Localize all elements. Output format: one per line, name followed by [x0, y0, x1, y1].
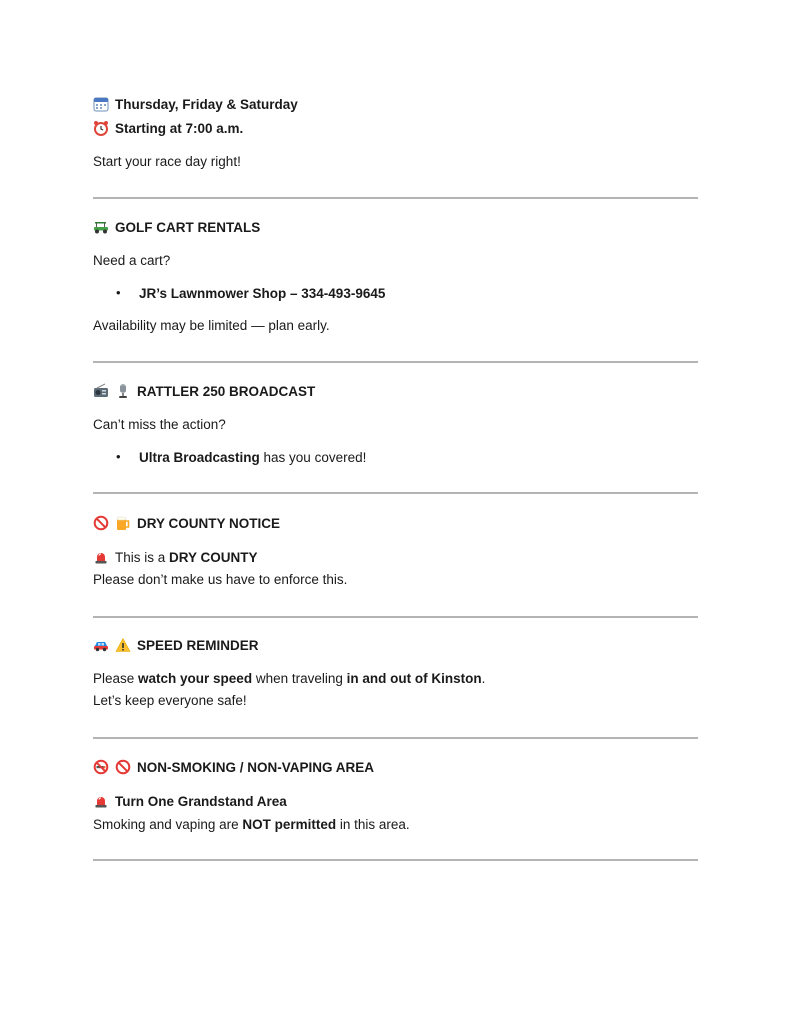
warning-icon [115, 637, 131, 653]
broadcast-intro: Can’t miss the action? [93, 417, 226, 432]
speed-line1: Please watch your speed when traveling in and out of Kinston. [93, 671, 486, 686]
bullet: • [116, 285, 121, 300]
no-smoking-icon [93, 759, 109, 775]
divider [93, 361, 698, 363]
smoking-heading: NON-SMOKING / NON-VAPING AREA [93, 759, 374, 777]
golf-cart-vendor: JR’s Lawnmower Shop – 334-493-9645 [139, 286, 386, 301]
schedule-tagline: Start your race day right! [93, 154, 241, 169]
radio-icon [93, 383, 109, 399]
smoking-rule: Smoking and vaping are NOT permitted in this area. [93, 817, 410, 832]
schedule-days: Thursday, Friday & Saturday [93, 96, 298, 114]
smoking-area: Turn One Grandstand Area [93, 793, 287, 811]
dry-county-line2: Please don’t make us have to enforce this. [93, 572, 348, 587]
siren-icon [93, 793, 109, 809]
prohibited-icon [93, 515, 109, 531]
golf-cart-note: Availability may be limited — plan early. [93, 318, 330, 333]
speed-line2: Let’s keep everyone safe! [93, 693, 247, 708]
microphone-icon [115, 383, 131, 399]
divider [93, 492, 698, 494]
broadcast-heading: RATTLER 250 BROADCAST [93, 383, 315, 401]
schedule-time: Starting at 7:00 a.m. [93, 120, 243, 138]
prohibited-icon [115, 759, 131, 775]
divider [93, 197, 698, 199]
bullet: • [116, 449, 121, 464]
broadcast-provider-line: Ultra Broadcasting has you covered! [139, 450, 367, 465]
dry-county-line1: This is a DRY COUNTY [93, 549, 258, 567]
golf-cart-heading: GOLF CART RENTALS [93, 219, 260, 237]
divider [93, 859, 698, 861]
siren-icon [93, 549, 109, 565]
alarm-clock-icon [93, 120, 109, 136]
divider [93, 616, 698, 618]
golf-cart-icon [93, 219, 109, 235]
speed-heading: SPEED REMINDER [93, 637, 259, 655]
divider [93, 737, 698, 739]
car-icon [93, 637, 109, 653]
dry-county-heading: DRY COUNTY NOTICE [93, 515, 280, 533]
calendar-icon [93, 96, 109, 112]
beer-mug-icon [115, 515, 131, 531]
golf-cart-intro: Need a cart? [93, 253, 171, 268]
